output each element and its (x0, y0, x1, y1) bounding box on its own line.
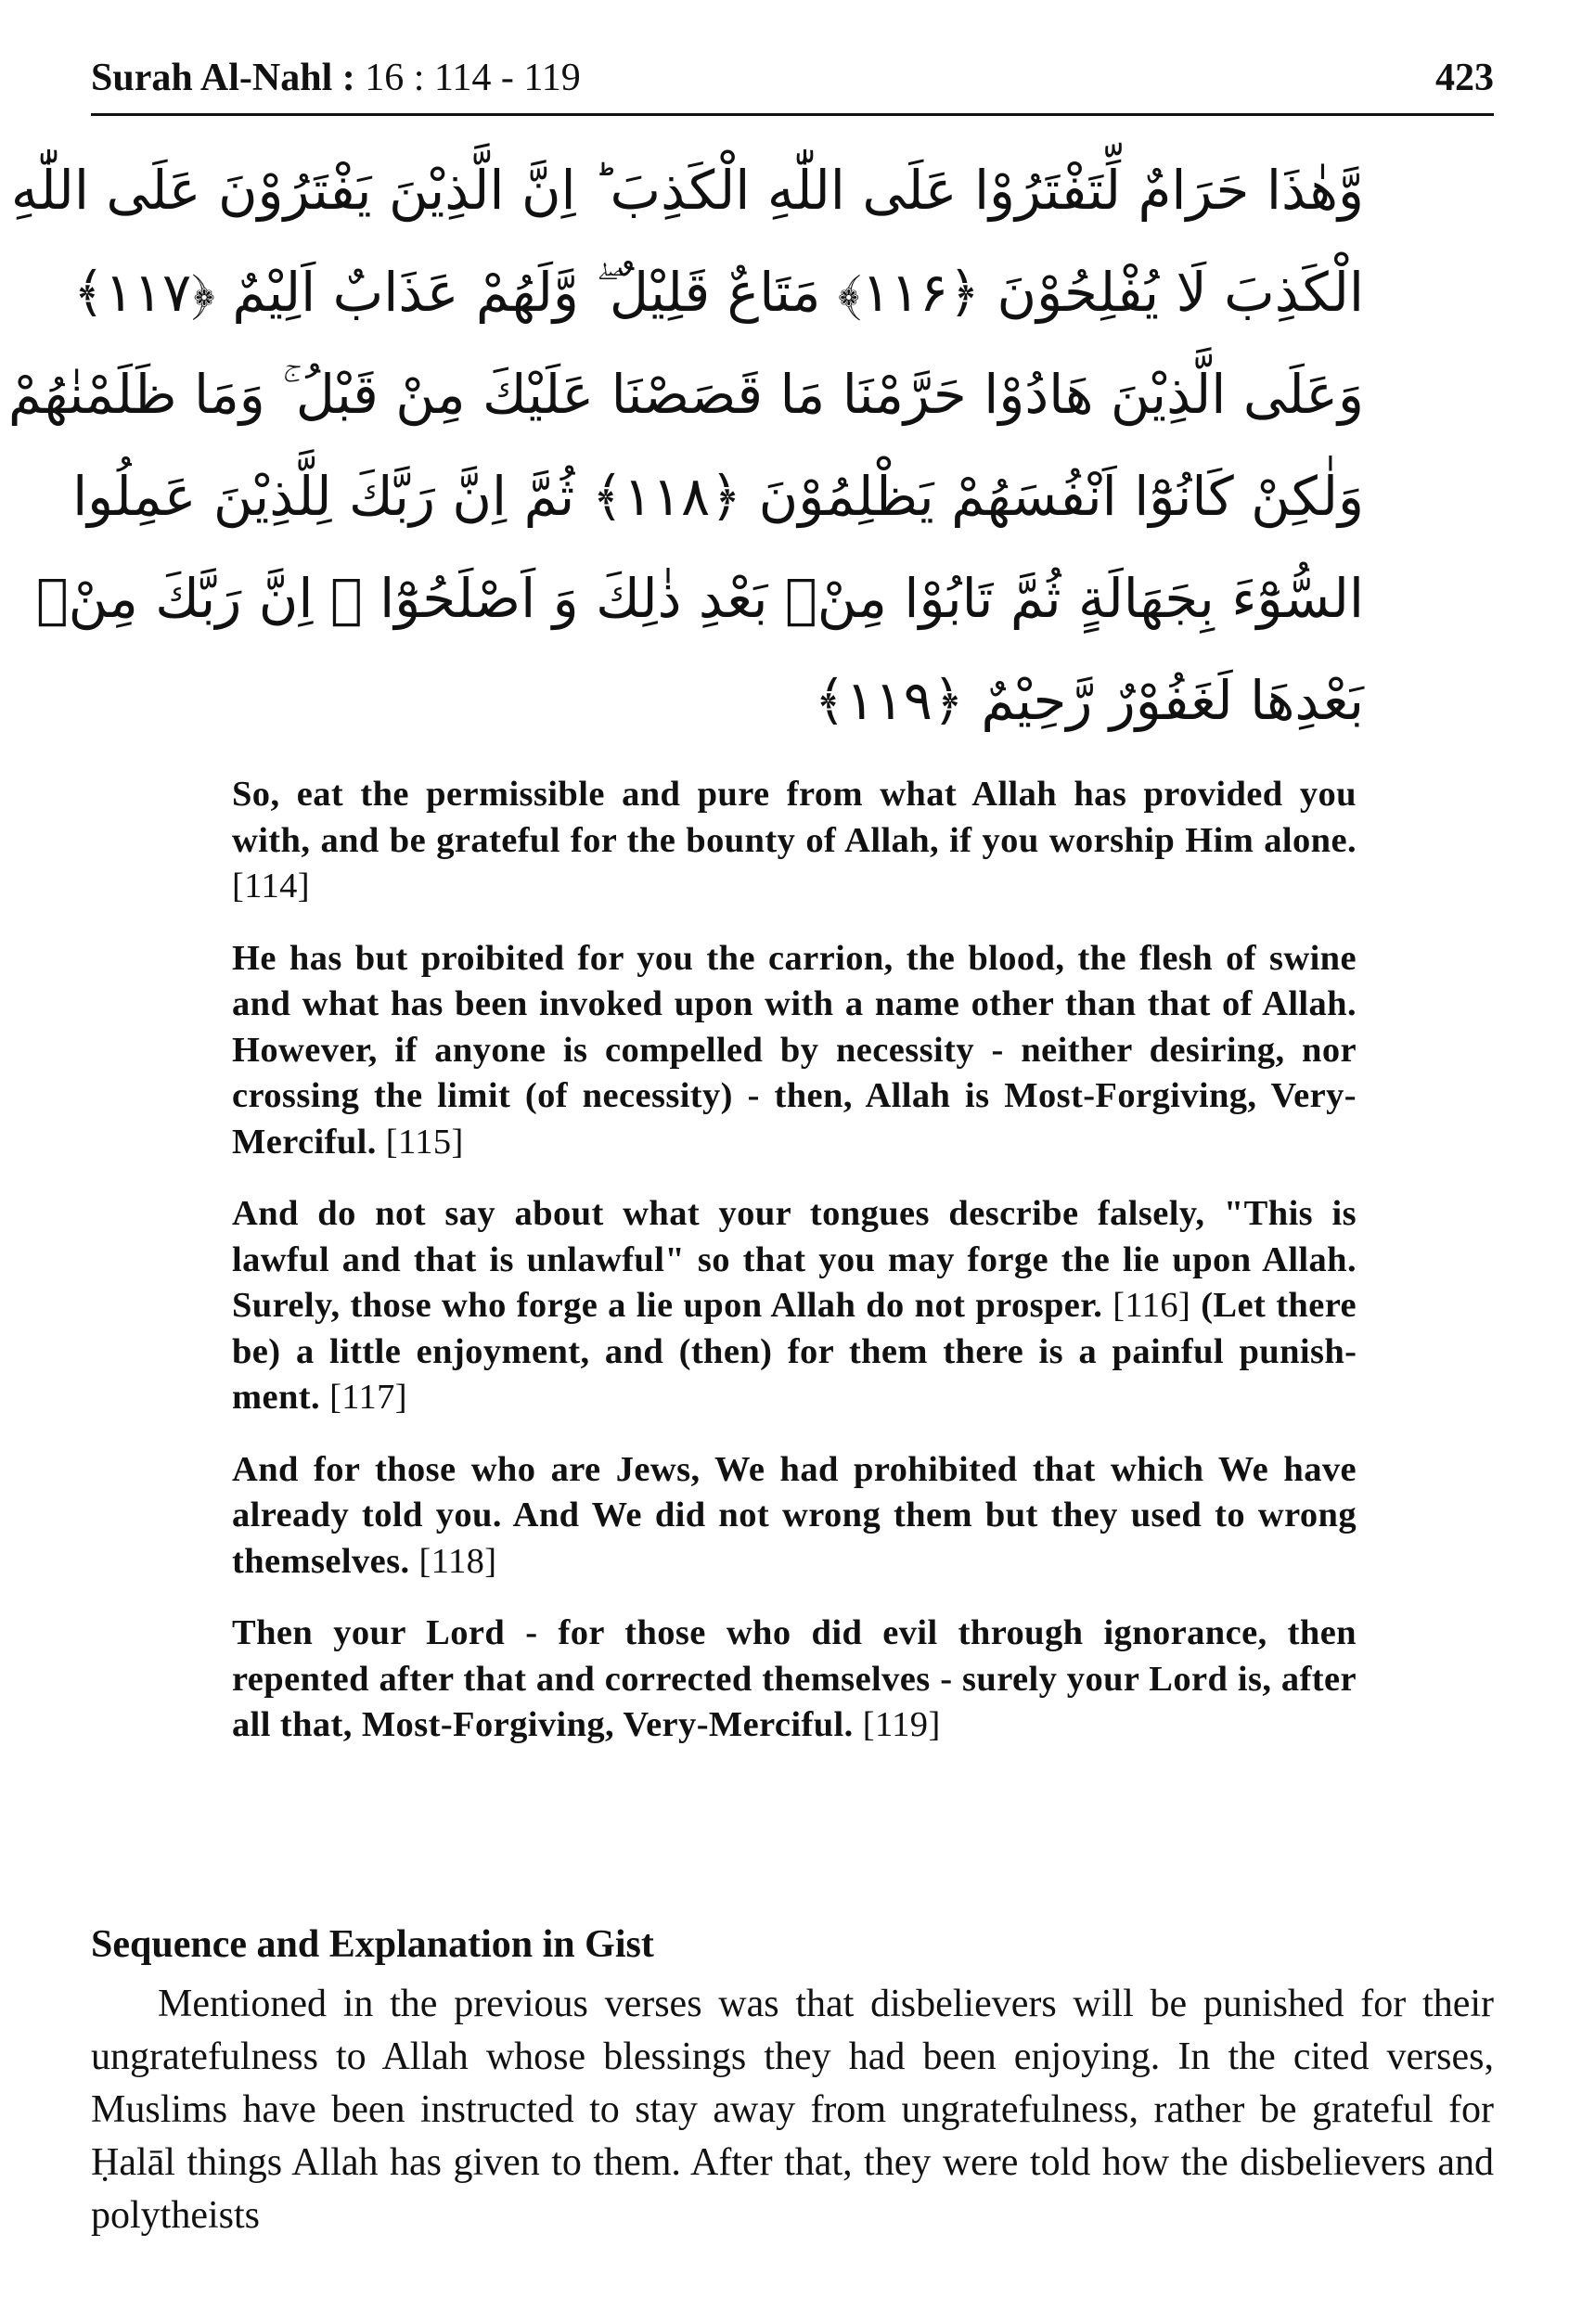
verse-text: Then your Lord - for those who did evil through ignorance, then repented after that and corrected themselves - surely your Lord is, after all that, Most-Forgiving, Very-Merciful. (232, 1613, 1357, 1744)
arabic-line: بَعْدِهَا لَغَفُوْرٌ رَّحِيْمٌ ﴿۱۱۹﴾ (814, 669, 1364, 732)
verse-text: He has but proibited for you the carrion, the blood, the flesh of swine and what has been invoked upon with a name other than that of Allah. However, if anyone is compelled by necessity - neither desiring, nor crossing the limit (of necessity) - then, Allah is Most-Forgiving, Very-Merciful. (232, 938, 1357, 1162)
arabic-line: السُّوْٓءَ بِجَهَالَةٍ ثُمَّ تَابُوْا مِنْۢ بَعْدِ ذٰلِكَ وَ اَصْلَحُوْٓا ۙ اِنَّ رَبَّكَ مِنْۢ (35, 567, 1364, 630)
arabic-line: الْكَذِبَ لَا يُفْلِحُوْنَ ﴿۱۱۶﴾ مَتَاعٌ قَلِيْلٌ ۖ وَّلَهُمْ عَذَابٌ اَلِيْمٌ ﴿۱۱۷﴾ (72, 261, 1364, 324)
verse-number: [119] (862, 1705, 941, 1744)
verse-number: [114] (232, 867, 310, 905)
page-number: 423 (1435, 57, 1494, 99)
arabic-text-block (7, 139, 1364, 751)
arabic-line: وَّهٰذَا حَرَامٌ لِّتَفْتَرُوْا عَلَى اللّٰهِ الْكَذِبَ ؕ اِنَّ الَّذِيْنَ يَفْتَرُوْنَ عَلَى اللّٰهِ (10, 159, 1364, 222)
translation-verse-116-117 (232, 1191, 1357, 1421)
verse-text: And do not say about what your tongues describe falsely, "This is lawful and that is unlawful" so that you may forge the lie upon Allah. Surely, those who forge a lie upon Allah do not prosper. (232, 1194, 1357, 1325)
verse-number: [118] (418, 1541, 497, 1581)
page-header (91, 48, 1494, 116)
arabic-line: وَلٰكِنْ كَانُوْٓا اَنْفُسَهُمْ يَظْلِمُوْنَ ﴿۱۱۸﴾ ثُمَّ اِنَّ رَبَّكَ لِلَّذِيْنَ عَمِلُوا (72, 465, 1364, 528)
verse-number: [115] (385, 1122, 464, 1162)
verse-text: And for those who are Jews, We had prohibited that which We have already told you. And We did not wrong them but they used to wrong themselves. (232, 1449, 1357, 1581)
running-title (91, 56, 581, 100)
translation-verse-115 (232, 936, 1357, 1166)
translation-block (232, 772, 1357, 1775)
surah-name: Surah Al-Nahl : (91, 57, 355, 99)
verse-range: 16 : 114 - 119 (365, 57, 581, 99)
verse-number: [116] (1113, 1286, 1191, 1325)
section-heading: Sequence and Explanation in Gist (91, 1923, 654, 1966)
section-body: Mentioned in the previous verses was that disbelievers will be punished for their ungratefulness to Allah whose blessings they had been enjoying. In the cited verses, Muslims have been instructed to stay away from ungratefulness, rather be grateful for Ḥalāl things Allah has given to them. After that, they were told how the disbelievers and polytheists (91, 1983, 1494, 2237)
translation-verse-118 (232, 1447, 1357, 1586)
verse-text: (Let there be) a little enjoyment, and (then) for them there is a painful punishment. (232, 1286, 1357, 1417)
verse-number: [117] (329, 1378, 408, 1417)
translation-verse-119 (232, 1611, 1357, 1749)
translation-verse-114 (232, 772, 1357, 910)
verse-text: So, eat the permissible and pure from what Allah has provided you with, and be grateful for the bounty of Allah, if you worship Him alone. (232, 775, 1357, 860)
arabic-line: وَعَلَى الَّذِيْنَ هَادُوْا حَرَّمْنَا مَا قَصَصْنَا عَلَيْكَ مِنْ قَبْلُ ۚ وَمَا ظَلَمْنٰهُمْ (7, 363, 1364, 426)
commentary-section (91, 1922, 1494, 2242)
